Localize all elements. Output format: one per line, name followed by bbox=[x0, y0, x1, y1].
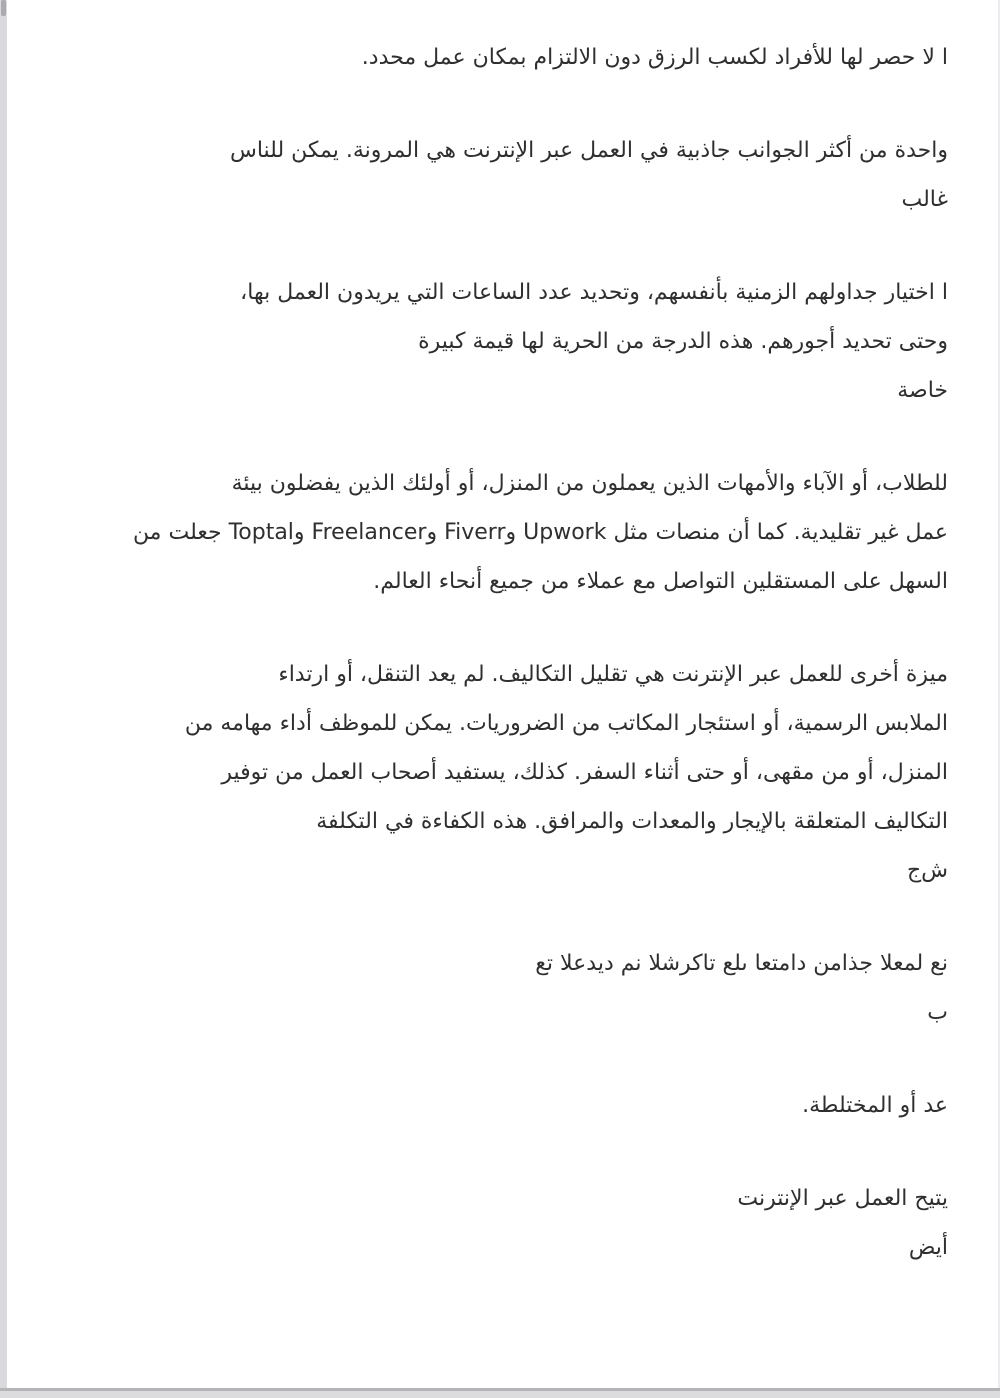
text-line: للطلاب، أو الآباء والأمهات الذين يعملون من المنزل، أو أولئك الذين يفضلون بيئة bbox=[231, 471, 948, 496]
text-line: عت العديد من الشركات على اعتماد نماذج العمل عن bbox=[535, 951, 948, 976]
paragraph bbox=[27, 650, 948, 895]
paragraph bbox=[27, 1174, 948, 1272]
text-line: ب bbox=[927, 1000, 948, 1025]
document-page bbox=[7, 0, 1000, 1388]
page-bottom-edge bbox=[0, 1388, 1000, 1398]
paragraph bbox=[27, 459, 948, 606]
text-line: غالب bbox=[901, 187, 948, 212]
text-line: أيض bbox=[908, 1235, 948, 1260]
scrollbar-thumb[interactable] bbox=[1, 0, 6, 16]
text-line: ا اختيار جداولهم الزمنية بأنفسهم، وتحديد عدد الساعات التي يريدون العمل بها، bbox=[240, 280, 948, 305]
text-line: واحدة من أكثر الجوانب جاذبية في العمل عبر الإنترنت هي المرونة. يمكن للناس bbox=[229, 138, 948, 163]
text-line: وحتى تحديد أجورهم. هذه الدرجة من الحرية لها قيمة كبيرة bbox=[418, 329, 948, 354]
scrollbar-track[interactable] bbox=[0, 0, 7, 1398]
text-line: المنزل، أو من مقهى، أو حتى أثناء السفر. كذلك، يستفيد أصحاب العمل من توفير bbox=[221, 760, 948, 785]
text-line: الملابس الرسمية، أو استئجار المكاتب من الضروريات. يمكن للموظف أداء مهامه من bbox=[184, 711, 948, 736]
text-line: التكاليف المتعلقة بالإيجار والمعدات والمرافق. هذه الكفاءة في التكلفة bbox=[316, 809, 948, 834]
paragraph bbox=[27, 126, 948, 224]
text-line: عد أو المختلطة. bbox=[802, 1093, 948, 1118]
text-line: السهل على المستقلين التواصل مع عملاء من جميع أنحاء العالم. bbox=[373, 569, 948, 594]
text-line: ش‌ج bbox=[906, 858, 948, 883]
text-line: خاصة bbox=[897, 378, 948, 403]
text-line: يتيح العمل عبر الإنترنت bbox=[737, 1186, 948, 1211]
paragraph bbox=[27, 1081, 948, 1130]
paragraph bbox=[27, 939, 948, 1037]
text-line: عمل غير تقليدية. كما أن منصات مثل Upwork وFiverr وFreelancer وToptal جعلت من bbox=[132, 520, 948, 545]
text-line: ا لا حصر لها للأفراد لكسب الرزق دون الالتزام بمكان عمل محدد. bbox=[361, 45, 948, 70]
paragraph bbox=[27, 268, 948, 415]
paragraph bbox=[27, 33, 948, 82]
text-line: ميزة أخرى للعمل عبر الإنترنت هي تقليل التكاليف. لم يعد التنقل، أو ارتداء bbox=[278, 662, 948, 687]
document-content bbox=[7, 0, 998, 1272]
